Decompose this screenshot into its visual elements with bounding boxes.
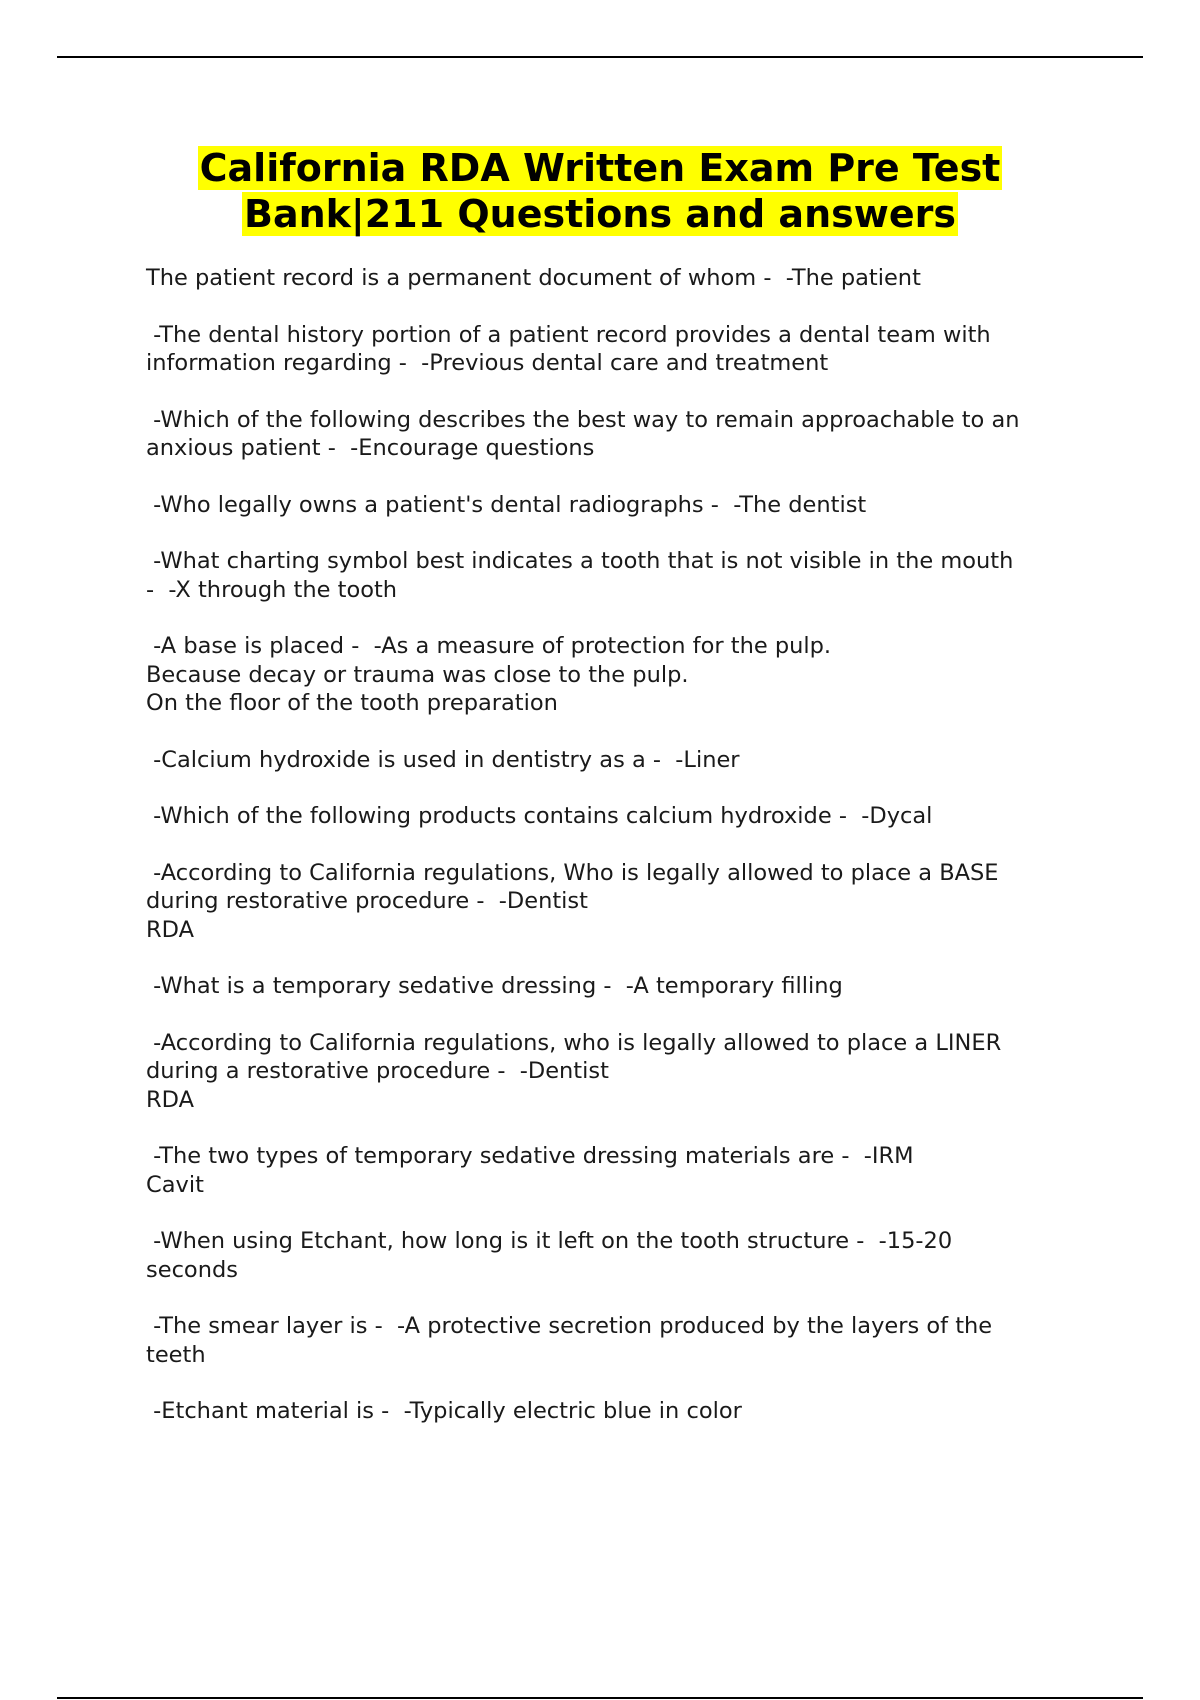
qa-entry: -The dental history portion of a patient record provides a dental team with information regarding - -Previous dental care and treatment [146, 321, 991, 376]
qa-entry: -When using Etchant, how long is it left on the tooth structure - -15-20 seconds [146, 1228, 953, 1283]
qa-entry: The patient record is a permanent document of whom - -The patient [146, 265, 921, 291]
title-line-2: Bank|211 Questions and answers [244, 192, 956, 236]
qa-entry: -What is a temporary sedative dressing - -A temporary filling [146, 973, 843, 999]
qa-entry: -Which of the following products contains calcium hydroxide - -Dycal [146, 803, 933, 829]
qa-entry: -According to California regulations, who is legally allowed to place a LINER during a restorative procedure - -Dentist RDA [146, 1029, 1002, 1113]
qa-entry: -Etchant material is - -Typically electric blue in color [146, 1398, 742, 1424]
qa-entry: -According to California regulations, Who is legally allowed to place a BASE during restorative procedure - -Dentist RDA [146, 859, 999, 943]
qa-entry: -A base is placed - -As a measure of protection for the pulp. Because decay or trauma was close to the pulp. On the floor of the tooth preparation [146, 633, 832, 716]
qa-entry: -Which of the following describes the best way to remain approachable to an anxious patient - -Encourage questions [146, 406, 1020, 461]
bottom-divider [57, 1697, 1143, 1699]
question-answer-list [146, 264, 1106, 1454]
title-line-1: California RDA Written Exam Pre Test [199, 146, 1001, 190]
top-divider [57, 56, 1143, 58]
qa-entry: -The two types of temporary sedative dressing materials are - -IRM Cavit [146, 1143, 914, 1198]
qa-entry: -What charting symbol best indicates a tooth that is not visible in the mouth - -X through the tooth [146, 548, 1014, 603]
qa-entry: -Calcium hydroxide is used in dentistry as a - -Liner [146, 746, 740, 773]
qa-entry: -Who legally owns a patient's dental radiographs - -The dentist [146, 491, 867, 518]
qa-entry: -The smear layer is - -A protective secretion produced by the layers of the teeth [146, 1313, 993, 1368]
document-title [0, 145, 1200, 237]
